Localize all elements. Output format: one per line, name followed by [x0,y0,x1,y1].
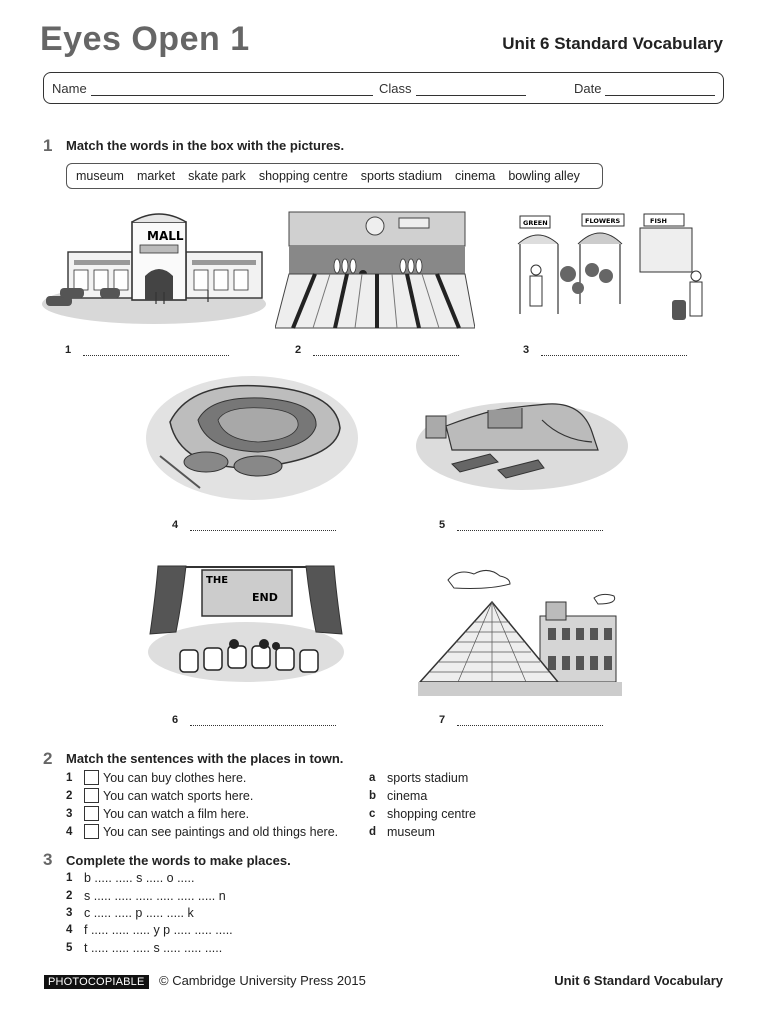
word-puzzle-2[interactable] [66,889,226,903]
sentence-text: You can buy clothes here. [103,770,247,785]
answer-line-3[interactable] [541,355,687,356]
picture-bowling-alley [275,200,475,332]
place-row-c [369,807,476,821]
sentence-text: You can watch sports here. [103,788,254,803]
exercise-1-number: 1 [43,136,53,155]
puzzle-text: f ..... ..... ..... y p ..... ..... ..... [84,923,233,937]
word-sports-stadium: sports stadium [360,169,443,183]
sentence-number: 2 [66,789,73,802]
picture-7-label: 7 [439,714,446,726]
screen-text-the: THE [206,575,229,586]
sentence-text: You can watch a film here. [103,806,250,821]
student-info-box [43,72,724,104]
copyright-text: © Cambridge University Press 2015 [159,973,366,988]
place-row-b [369,789,427,803]
market-sign-fish: FISH [650,217,667,225]
brand-title: Eyes Open 1 [40,20,250,58]
sentence-number: 4 [66,825,73,838]
picture-5-label: 5 [439,519,446,531]
answer-line-5[interactable] [457,530,603,531]
place-text: sports stadium [387,771,469,785]
exercise-3-instruction: Complete the words to make places. [66,853,291,868]
answer-line-6[interactable] [190,725,336,726]
puzzle-text: t ..... ..... ..... s ..... ..... ..... [84,941,223,955]
picture-market [508,204,716,334]
exercise-2-instruction: Match the sentences with the places in town. [66,751,344,766]
picture-4-label: 4 [172,519,179,531]
puzzle-number: 2 [66,890,73,902]
word-puzzle-5[interactable] [66,941,222,955]
name-label: Name [52,81,87,96]
place-letter: c [369,808,376,820]
word-bowling-alley: bowling alley [508,169,580,183]
answer-checkbox-4[interactable] [84,824,99,839]
photocopiable-badge: PHOTOCOPIABLE [44,975,149,989]
picture-3-label: 3 [523,344,530,356]
answer-line-2[interactable] [313,355,459,356]
exercise-3-number: 3 [43,850,53,869]
place-letter: b [369,790,377,802]
exercise-2-number: 2 [43,749,53,768]
place-row-a [369,771,468,785]
date-field[interactable] [574,81,715,96]
name-field[interactable] [52,81,373,96]
sentence-row-2 [66,788,253,803]
picture-skate-park [412,380,630,500]
word-puzzle-1[interactable] [66,871,194,885]
footer-unit-title: Unit 6 Standard Vocabulary [554,973,723,988]
picture-2-label: 2 [295,344,302,356]
word-box [66,163,603,189]
answer-checkbox-3[interactable] [84,806,99,821]
unit-title: Unit 6 Standard Vocabulary [502,34,723,53]
market-sign-green: GREEN [523,219,548,227]
place-letter: d [369,826,377,838]
class-line[interactable] [416,83,526,96]
date-label: Date [574,81,602,96]
picture-1-label: 1 [65,344,72,356]
puzzle-text: s ..... ..... ..... ..... ..... ..... n [84,889,226,903]
class-label: Class [379,81,412,96]
word-shopping-centre: shopping centre [258,169,348,183]
place-row-d [369,825,435,839]
answer-line-1[interactable] [83,355,229,356]
place-text: shopping centre [387,807,476,821]
date-line[interactable] [605,83,715,96]
word-market: market [136,169,176,183]
sentence-number: 3 [66,807,73,820]
sentence-row-3 [66,806,249,821]
name-line[interactable] [91,83,373,96]
word-cinema: cinema [455,169,496,183]
puzzle-number: 4 [66,924,73,936]
place-letter: a [369,772,376,784]
puzzle-text: c ..... ..... p ..... ..... k [84,906,194,920]
word-museum: museum [76,169,124,183]
mall-sign: MALL [147,229,184,243]
class-field[interactable] [379,81,526,96]
picture-cinema [146,562,346,686]
picture-museum [418,562,622,702]
word-puzzle-4[interactable] [66,923,233,937]
picture-sports-stadium [140,368,360,506]
puzzle-text: b ..... ..... s ..... o ..... [84,871,195,885]
screen-text-end: END [252,591,278,604]
puzzle-number: 1 [66,872,73,884]
answer-checkbox-2[interactable] [84,788,99,803]
answer-line-4[interactable] [190,530,336,531]
answer-checkbox-1[interactable] [84,770,99,785]
place-text: museum [387,825,435,839]
sentence-row-4 [66,824,338,839]
exercise-1-instruction: Match the words in the box with the pictures. [66,138,345,153]
sentence-number: 1 [66,771,73,784]
word-skate-park: skate park [188,169,246,183]
sentence-row-1 [66,770,246,785]
puzzle-number: 3 [66,907,73,919]
market-sign-flowers: FLOWERS [585,217,621,225]
puzzle-number: 5 [66,942,73,954]
answer-line-7[interactable] [457,725,603,726]
picture-6-label: 6 [172,714,179,726]
sentence-text: You can see paintings and old things here. [103,824,339,839]
word-puzzle-3[interactable] [66,906,194,920]
place-text: cinema [387,789,428,803]
picture-shopping-mall [38,200,270,328]
